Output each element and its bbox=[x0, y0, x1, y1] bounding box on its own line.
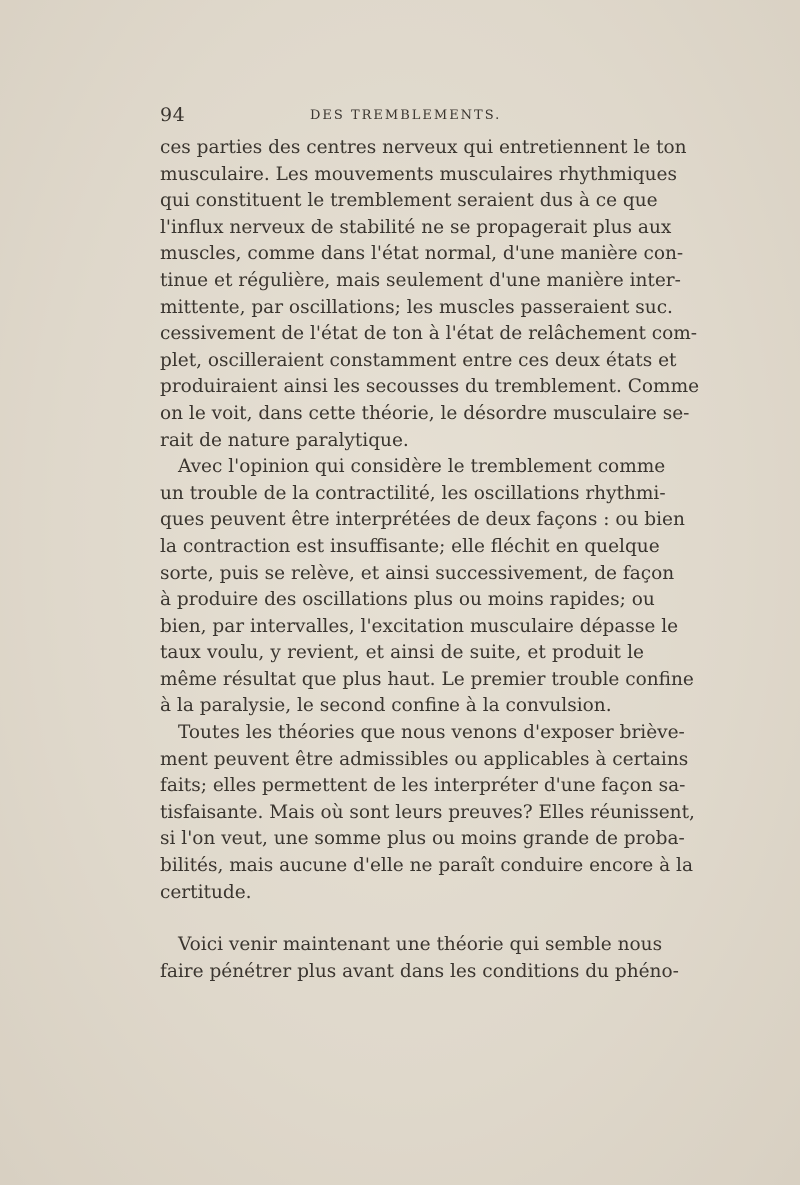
page-number: 94 bbox=[160, 104, 186, 126]
text-line: produiraient ainsi les secousses du tremblement. Comme bbox=[160, 376, 700, 398]
text-line: tinue et régulière, mais seulement d'une manière inter- bbox=[160, 269, 681, 291]
text-line: tisfaisante. Mais où sont leurs preuves? Elles réunissent, bbox=[160, 801, 695, 823]
paragraph-start-line: Avec l'opinion qui considère le tremblement comme bbox=[178, 456, 666, 478]
paragraph-start-line: Voici venir maintenant une théorie qui semble nous bbox=[178, 934, 663, 956]
paragraph-gap bbox=[160, 906, 644, 932]
text-line: musculaire. Les mouvements musculaires rhythmiques bbox=[160, 163, 677, 185]
text-line: à la paralysie, le second confine à la convulsion. bbox=[160, 695, 612, 717]
text-line: muscles, comme dans l'état normal, d'une manière con- bbox=[160, 243, 684, 265]
body-text bbox=[160, 135, 700, 985]
page-header bbox=[160, 104, 644, 128]
text-line: mittente, par oscillations; les muscles passeraient suc. bbox=[160, 296, 673, 318]
text-line: ment peuvent être admissibles ou applicables à certains bbox=[160, 748, 689, 770]
text-line: qui constituent le tremblement seraient dus à ce que bbox=[160, 190, 658, 212]
text-line: bilités, mais aucune d'elle ne paraît conduire encore à la bbox=[160, 855, 693, 877]
text-line: ques peuvent être interprétées de deux façons : ou bien bbox=[160, 509, 685, 531]
text-line: taux voulu, y revient, et ainsi de suite, et produit le bbox=[160, 642, 644, 664]
text-line: un trouble de la contractilité, les oscillations rhythmi- bbox=[160, 482, 666, 504]
text-line: faire pénétrer plus avant dans les conditions du phéno- bbox=[160, 960, 679, 982]
text-line: on le voit, dans cette théorie, le désordre musculaire se- bbox=[160, 402, 690, 424]
text-line: bien, par intervalles, l'excitation musculaire dépasse le bbox=[160, 615, 679, 637]
text-line: à produire des oscillations plus ou moins rapides; ou bbox=[160, 589, 655, 611]
text-line: sorte, puis se relève, et ainsi successivement, de façon bbox=[160, 562, 675, 584]
text-line: faits; elles permettent de les interpréter d'une façon sa- bbox=[160, 775, 686, 797]
text-line: la contraction est insuffisante; elle fléchit en quelque bbox=[160, 535, 660, 557]
text-line: plet, oscilleraient constamment entre ces deux états et bbox=[160, 349, 677, 371]
paragraph-start-line: Toutes les théories que nous venons d'exposer briève- bbox=[178, 722, 685, 744]
text-line: certitude. bbox=[160, 881, 252, 903]
text-line: cessivement de l'état de ton à l'état de relâchement com- bbox=[160, 323, 698, 345]
text-line: ces parties des centres nerveux qui entretiennent le ton bbox=[160, 137, 687, 158]
text-line: l'influx nerveux de stabilité ne se propagerait plus aux bbox=[160, 216, 672, 238]
text-line: rait de nature paralytique. bbox=[160, 429, 409, 451]
text-line: si l'on veut, une somme plus ou moins grande de proba- bbox=[160, 828, 685, 850]
running-head: DES TREMBLEMENTS. bbox=[310, 108, 502, 123]
text-line: même résultat que plus haut. Le premier trouble confine bbox=[160, 668, 694, 690]
